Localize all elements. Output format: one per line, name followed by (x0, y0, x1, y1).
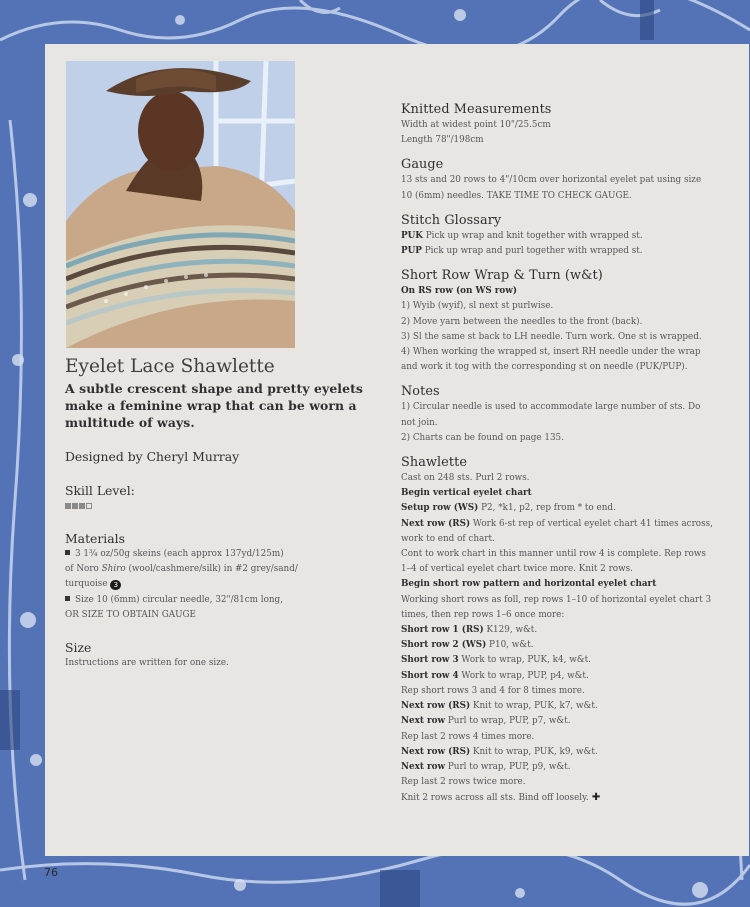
materials-text: OR SIZE TO OBTAIN GAUGE (65, 609, 196, 620)
instruction-text: Knit to wrap, PUK, k9, w&t. (470, 746, 598, 757)
left-column (65, 356, 380, 671)
instruction-line (401, 610, 564, 620)
stitch-glossary-heading: Stitch Glossary (401, 212, 502, 228)
instruction-line (401, 503, 616, 513)
note-line: 2) Charts can be found on page 135. (401, 432, 564, 443)
instruction-line (401, 747, 598, 757)
instruction-label: Next row (RS) (401, 518, 471, 529)
gauge-heading: Gauge (401, 157, 444, 173)
instruction-label: Short row 2 (WS) (401, 640, 487, 651)
yarn-weight-icon: 3 (110, 580, 121, 590)
materials-text: 3 1¾ oz/50g skeins (each approx 137yd/125m) (75, 549, 284, 559)
instruction-text: Purl to wrap, PUP, p9, w&t. (445, 761, 571, 772)
measurement-length: Length 78"/198cm (401, 135, 484, 146)
note-line: not join. (401, 417, 438, 428)
instruction-line (401, 716, 571, 726)
short-row-step: and work it tog with the corresponding st on needle (PUK/PUP). (401, 362, 688, 373)
gauge-line: 10 (6mm) needles. TAKE TIME TO CHECK GAUGE. (401, 190, 632, 201)
glossary-definition: Pick up wrap and purl together with wrapped st. (424, 246, 643, 257)
instruction-line (401, 655, 591, 665)
instruction-text: times, then rep rows 1–6 once more: (401, 609, 565, 620)
instruction-text: work to end of chart. (401, 533, 495, 544)
skill-level-indicator-icon (65, 503, 380, 511)
note-line: 1) Circular needle is used to accommodate large number of sts. Do (401, 402, 701, 413)
gauge-line: 13 sts and 20 rows to 4"/10cm over horizontal eyelet pat using size (401, 175, 702, 186)
instruction-text: K129, w&t. (483, 625, 538, 636)
shawlette-heading: Shawlette (401, 455, 468, 471)
page-number: 76 (44, 866, 58, 879)
short-row-step: 3) Sl the same st back to LH needle. Turn work. One st is wrapped. (401, 331, 702, 342)
instruction-line (401, 488, 532, 498)
short-row-step: 2) Move yarn between the needles to the front (back). (401, 316, 643, 327)
glossary-term: PUK (401, 230, 423, 241)
yarn-name: Shiro (101, 564, 126, 575)
size-heading: Size (65, 640, 92, 656)
measurement-width: Width at widest point 10"/25.5cm (401, 120, 551, 130)
instruction-label: Next row (401, 716, 446, 727)
instruction-line (401, 534, 495, 544)
notes-text (401, 400, 726, 446)
instruction-line (401, 671, 589, 681)
glossary-definition: Pick up wrap and knit together with wrapped st. (425, 230, 643, 241)
skill-square (65, 503, 71, 509)
instruction-label: Next row (RS) (401, 701, 471, 712)
bullet-icon (65, 550, 70, 555)
instruction-text: Work to wrap, PUP, p4, w&t. (458, 670, 589, 681)
instruction-text: 1–4 of vertical eyelet chart twice more. Knit 2 rows. (401, 564, 633, 575)
instruction-text: Knit 2 rows across all sts. Bind off loosely. (401, 793, 589, 804)
instruction-line (401, 549, 706, 559)
measurements-text (401, 118, 726, 148)
instruction-text: Purl to wrap, PUP, p7, w&t. (445, 716, 571, 727)
instruction-line (401, 473, 529, 483)
instruction-line (401, 686, 585, 696)
instruction-text: Cast on 248 sts. Purl 2 rows. (401, 473, 530, 484)
materials-heading: Materials (65, 531, 125, 546)
instruction-text: P2, *k1, p2, rep from * to end. (478, 503, 616, 514)
instruction-line (401, 579, 656, 589)
glossary-term: PUP (401, 246, 422, 257)
instruction-text: Cont to work chart in this manner until row 4 is complete. Rep rows (401, 549, 706, 560)
materials-text: Size 10 (6mm) circular needle, 32"/81cm long, (75, 594, 283, 605)
instruction-label: Short row 1 (RS) (401, 625, 484, 636)
shawlette-instructions (401, 471, 726, 806)
materials-text: turquoise (65, 579, 108, 590)
skill-square (72, 503, 78, 509)
pattern-title: Eyelet Lace Shawlette (65, 356, 275, 377)
notes-heading: Notes (401, 384, 440, 400)
instruction-text: Knit to wrap, PUK, k7, w&t. (470, 701, 598, 712)
bullet-icon (65, 596, 70, 601)
instruction-text: Work 6-st rep of vertical eyelet chart 41 times across, (470, 518, 713, 529)
instruction-line (401, 777, 526, 787)
short-row-text (401, 284, 726, 375)
instruction-line (401, 519, 713, 529)
size-text: Instructions are written for one size. (65, 658, 229, 669)
materials-text: (wool/cashmere/silk) in #2 grey/sand/ (125, 564, 298, 575)
instruction-line (401, 762, 571, 772)
short-row-heading: Short Row Wrap & Turn (w&t) (401, 268, 603, 284)
instruction-text: Rep short rows 3 and 4 for 8 times more. (401, 685, 585, 696)
instruction-line (401, 625, 537, 635)
skill-level-label: Skill Level: (65, 483, 135, 498)
description-line: make a feminine wrap that can be worn a (65, 398, 357, 413)
skill-square (86, 503, 92, 509)
measurements-heading: Knitted Measurements (401, 102, 552, 117)
right-column (401, 102, 726, 807)
instruction-text: P10, w&t. (486, 640, 534, 651)
stitch-glossary-list (401, 229, 726, 259)
skill-square (79, 503, 85, 509)
instruction-text: Working short rows as foll, rep rows 1–10 of horizontal eyelet chart 3 (401, 594, 712, 605)
short-row-step: 4) When working the wrapped st, insert RH needle under the wrap (401, 347, 701, 358)
instruction-line (401, 793, 600, 803)
instruction-line (401, 732, 534, 742)
end-mark-icon: ✚ (588, 792, 601, 804)
instruction-label: Short row 3 (401, 655, 459, 666)
pattern-description (65, 380, 380, 431)
short-row-subheading: On RS row (on WS row) (401, 286, 518, 297)
instruction-line (401, 564, 633, 574)
model-photo (66, 61, 295, 348)
instruction-label: Begin short row pattern and horizontal eyelet chart (401, 579, 657, 590)
instruction-label: Begin vertical eyelet chart (401, 488, 532, 499)
instruction-line (401, 701, 598, 711)
materials-yarn (65, 547, 380, 593)
instruction-label: Next row (RS) (401, 746, 471, 757)
materials-needle (65, 593, 380, 623)
short-row-step: 1) Wyib (wyif), sl next st purlwise. (401, 301, 554, 312)
description-line: multitude of ways. (65, 415, 195, 430)
designer-credit: Designed by Cheryl Murray (65, 449, 240, 464)
description-line: A subtle crescent shape and pretty eyelets (65, 381, 363, 396)
instruction-line (401, 640, 533, 650)
gauge-text (401, 173, 726, 203)
instruction-label: Setup row (WS) (401, 503, 479, 514)
instruction-text: Rep last 2 rows 4 times more. (401, 731, 535, 742)
instruction-label: Short row 4 (401, 670, 459, 681)
instruction-line (401, 595, 711, 605)
materials-text: of Noro (65, 564, 102, 575)
instruction-text: Work to wrap, PUK, k4, w&t. (458, 655, 591, 666)
instruction-text: Rep last 2 rows twice more. (401, 777, 526, 788)
instruction-label: Next row (401, 761, 446, 772)
